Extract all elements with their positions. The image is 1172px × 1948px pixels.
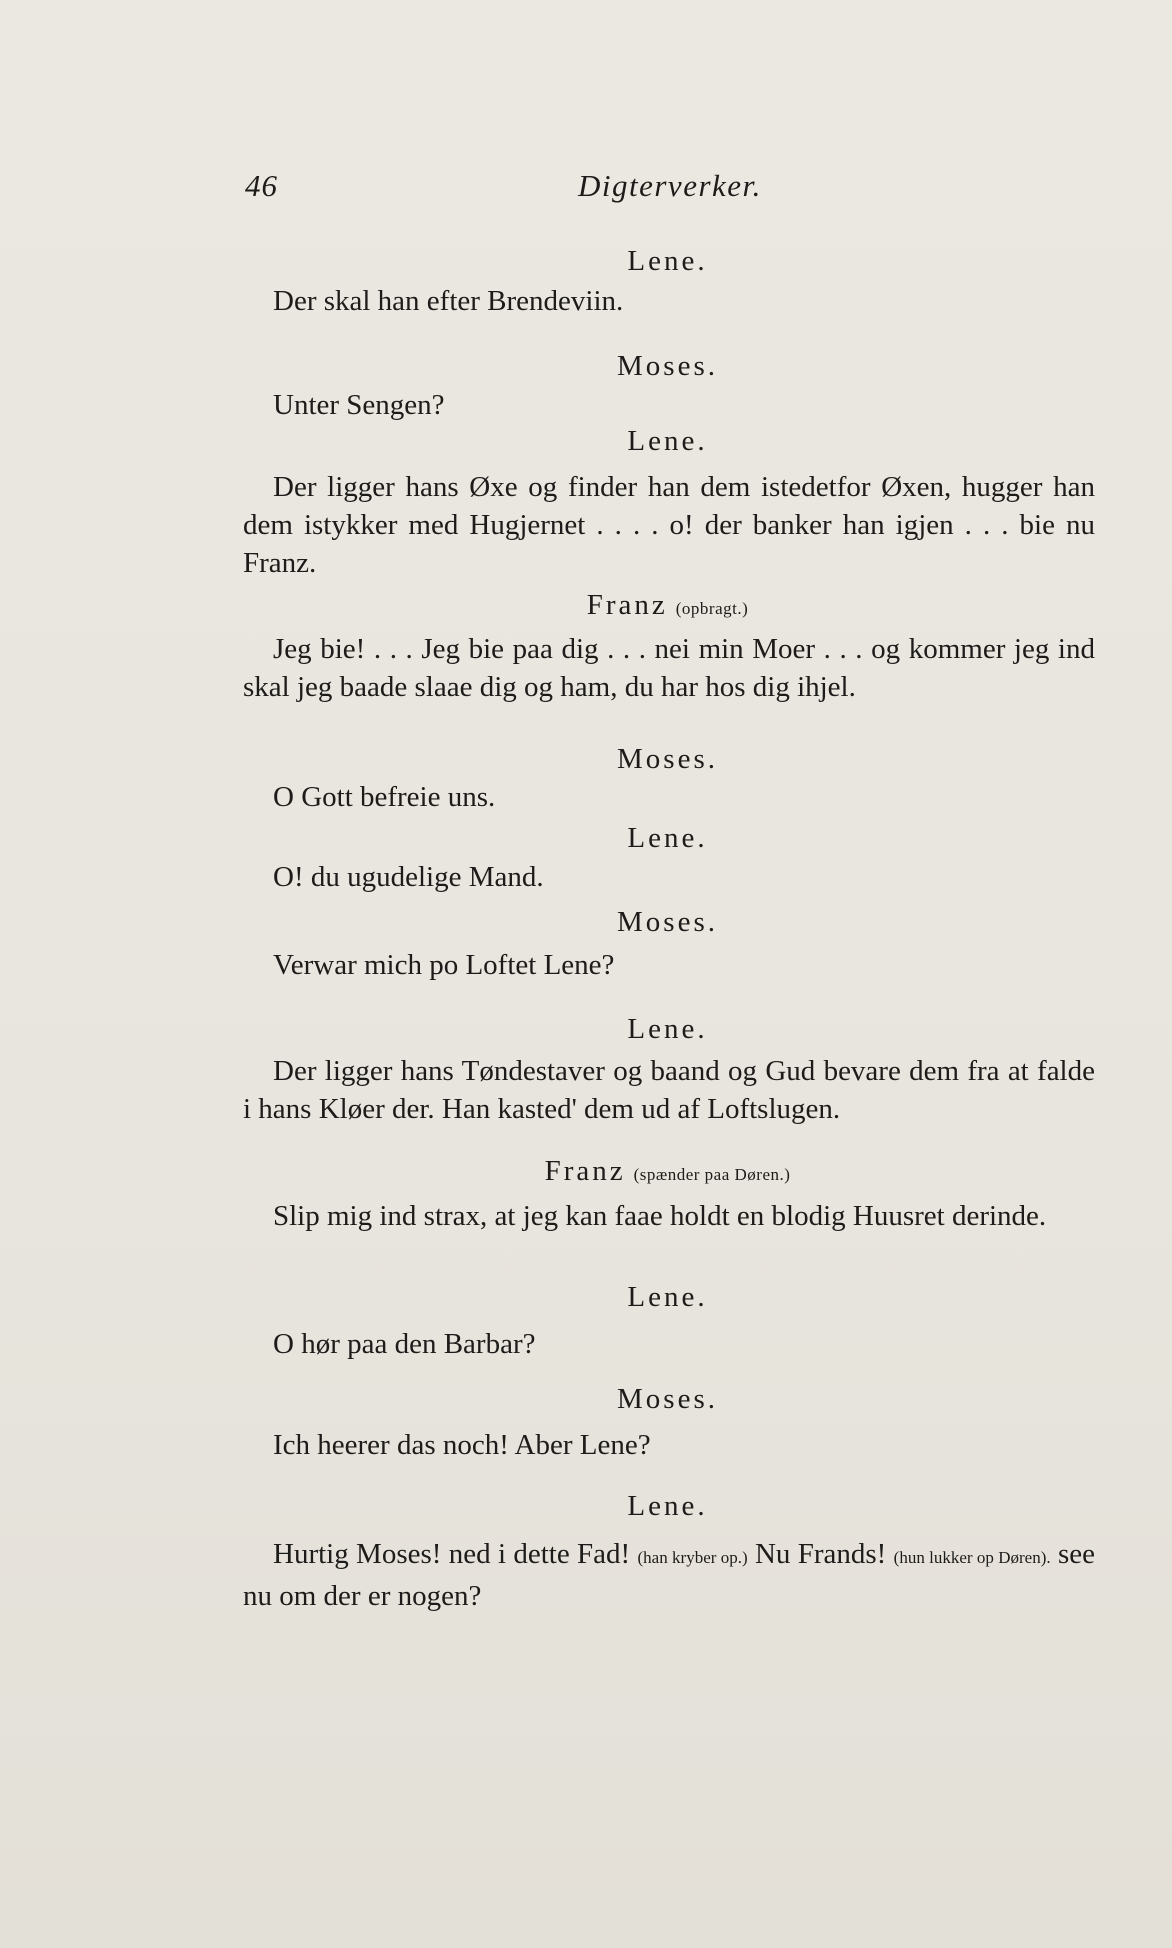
speaker-label: Franz — [544, 1155, 626, 1187]
dialogue-line: Unter Sengen? — [273, 389, 445, 421]
speaker-name: Moses. — [617, 1383, 718, 1415]
dialogue-text: Nu Frands! — [747, 1538, 894, 1570]
speaker-name: Lene. — [627, 1013, 708, 1045]
dialogue-line: Der skal han efter Brendeviin. — [273, 285, 624, 317]
speaker-name: Moses. — [617, 906, 718, 938]
speaker-name — [0, 589, 1172, 622]
stage-direction: (opbragt.) — [675, 599, 749, 618]
speaker-name: Lene. — [627, 1281, 708, 1313]
dialogue-line: O! du ugudelige Mand. — [273, 861, 544, 893]
dialogue-line: Der ligger hans Øxe og finder han dem istedetfor Øxen, hugger han dem istykker med Hugjernet . . . . o! der banker han igjen . . . bie nu Franz. — [243, 471, 1095, 579]
speaker-name: Lene. — [627, 245, 708, 277]
dialogue-line: Jeg bie! . . . Jeg bie paa dig . . . nei min Moer . . . og kommer jeg ind skal jeg baade slaae dig og ham, du har hos dig ihjel. — [243, 633, 1095, 703]
dialogue-line: O hør paa den Barbar? — [273, 1328, 536, 1360]
dialogue-text: Hurtig Moses! ned i dette Fad! — [273, 1538, 638, 1570]
speaker-name: Lene. — [627, 822, 708, 854]
dialogue-text: see nu om der er nogen? — [243, 1538, 1095, 1612]
stage-direction: (hun lukker op Døren). — [893, 1548, 1051, 1567]
speaker-name: Moses. — [617, 743, 718, 775]
speaker-name: Lene. — [627, 1490, 708, 1522]
stage-direction: (spænder paa Døren.) — [633, 1165, 791, 1184]
dialogue-line: Verwar mich po Loftet Lene? — [273, 949, 615, 981]
dialogue-line: Der ligger hans Tøndestaver og baand og Gud bevare dem fra at falde i hans Kløer der. Han kasted' dem ud af Loftslugen. — [243, 1055, 1095, 1125]
page-number: 46 — [245, 168, 278, 203]
dialogue-line — [243, 1535, 1095, 1615]
running-header — [245, 168, 1095, 208]
dialogue-line: Slip mig ind strax, at jeg kan faae holdt en blodig Huusret derinde. — [273, 1200, 1047, 1232]
speaker-label: Franz — [586, 589, 668, 621]
speaker-name: Lene. — [627, 425, 708, 457]
speaker-name — [0, 1155, 1172, 1188]
stage-direction: (han kryber op.) — [637, 1548, 748, 1567]
dialogue-line: O Gott befreie uns. — [273, 781, 496, 813]
dialogue-line: Ich heerer das noch! Aber Lene? — [273, 1429, 651, 1461]
speaker-name: Moses. — [617, 350, 718, 382]
running-title: Digterverker. — [578, 168, 762, 203]
